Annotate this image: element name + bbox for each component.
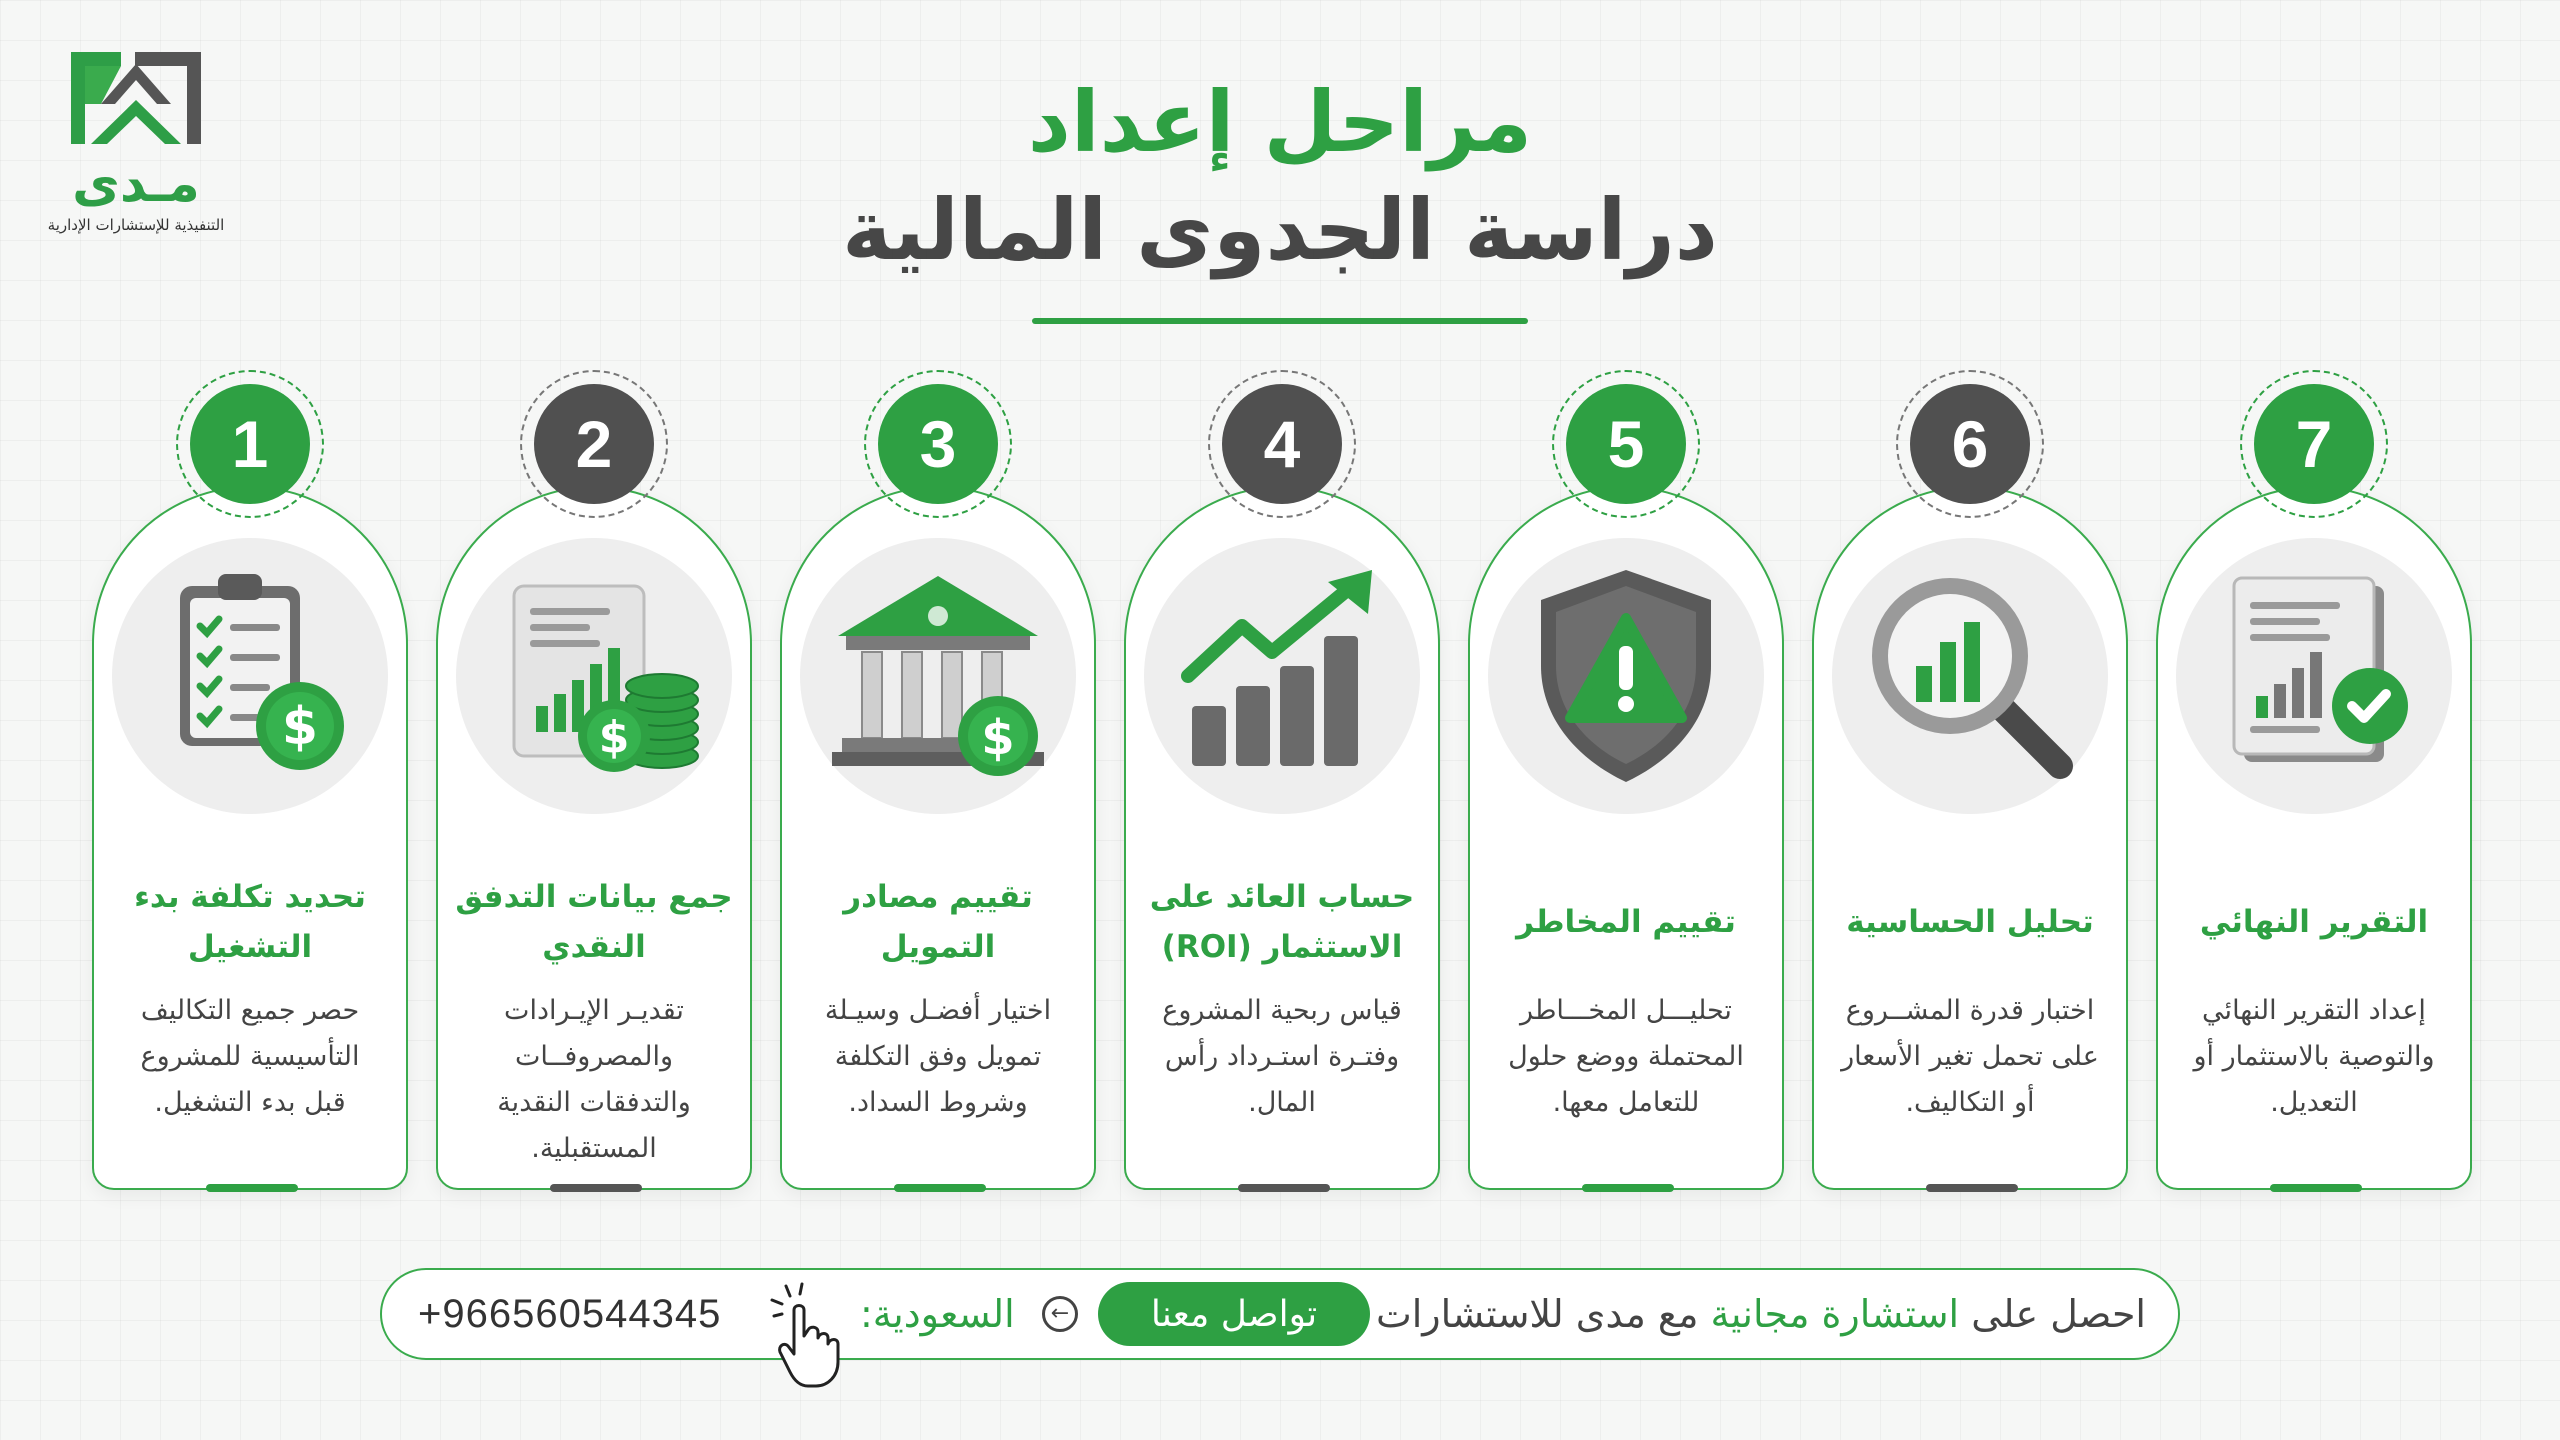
step-7-accent-bar [2270, 1184, 2362, 1192]
step-2-number: 2 [534, 384, 654, 504]
step-card-5 [1468, 486, 1784, 1190]
step-3-description: اختيار أفضـل وسيـلة تمويل وفق التكلفة وشروط السداد. [824, 995, 1052, 1118]
cta-country-label: السعودية: [860, 1292, 1015, 1336]
report-coins-icon [474, 556, 714, 796]
cta-banner [380, 1268, 2180, 1360]
brand-name: مـدى [72, 154, 200, 214]
contact-us-button[interactable]: تواصل معنا [1098, 1282, 1370, 1346]
bank-dollar-icon [818, 556, 1058, 796]
step-1-icon-bg [112, 538, 388, 814]
step-card-3 [780, 486, 1096, 1190]
step-3-icon-bg [800, 538, 1076, 814]
step-4-accent-bar [1238, 1184, 1330, 1192]
step-6-accent-bar [1926, 1184, 2018, 1192]
step-1-title: تحديد تكلفة بدء التشغيل [134, 879, 366, 965]
arrow-left-icon: ← [1042, 1296, 1078, 1332]
page-title-line2: دراسة الجدوى المالية [842, 181, 1718, 279]
step-5-description: تحليـــل المخـــاطر المحتملة ووضع حلول للتعامل معها. [1508, 995, 1744, 1118]
step-2-accent-bar [550, 1184, 642, 1192]
step-2-number-badge [520, 370, 668, 518]
step-6-title: تحليل الحساسية [1846, 904, 2094, 940]
step-4-description: قياس ربحية المشروع وفتـرة استـرداد رأس المال. [1162, 995, 1402, 1118]
step-4-number-badge [1208, 370, 1356, 518]
step-1-number: 1 [190, 384, 310, 504]
clipboard-dollar-icon [130, 556, 370, 796]
report-check-icon [2194, 556, 2434, 796]
step-3-number-badge [864, 370, 1012, 518]
step-4-title: حساب العائد على الاستثمار (ROI) [1149, 879, 1415, 965]
step-5-number: 5 [1566, 384, 1686, 504]
step-5-number-badge [1552, 370, 1700, 518]
step-card-1 [92, 486, 408, 1190]
cta-text-mid: استشارة مجانية [1710, 1292, 1960, 1336]
step-1-accent-bar [206, 1184, 298, 1192]
step-7-title: التقرير النهائي [2199, 904, 2429, 940]
brand-logo [36, 44, 236, 244]
step-4-number: 4 [1222, 384, 1342, 504]
step-3-number: 3 [878, 384, 998, 504]
step-7-description: إعداد التقرير النهائي والتوصية بالاستثمار أو التعديل. [2193, 995, 2435, 1118]
growth-chart-icon [1162, 556, 1402, 796]
step-6-description: اختبار قدرة المشــروع على تحمل تغير الأسعار أو التكاليف. [1841, 995, 2099, 1118]
step-6-number: 6 [1910, 384, 2030, 504]
step-card-2 [436, 486, 752, 1190]
pointer-hand-icon [766, 1280, 846, 1390]
step-2-title: جمع بيانات التدفق النقدي [455, 879, 733, 965]
step-7-number: 7 [2254, 384, 2374, 504]
step-3-accent-bar [894, 1184, 986, 1192]
svg-text:$: $ [981, 710, 1015, 766]
svg-text:$: $ [598, 712, 630, 763]
step-3-title: تقييم مصادر التمويل [843, 879, 1033, 965]
phone-number[interactable]: +966560544345 [418, 1291, 722, 1336]
step-6-icon-bg [1832, 538, 2108, 814]
step-5-accent-bar [1582, 1184, 1674, 1192]
step-1-number-badge [176, 370, 324, 518]
title-divider [1032, 318, 1528, 324]
step-2-description: تقديـر الإيـرادات والمصروفــات والتدفقات النقدية المستقبلية. [497, 995, 691, 1164]
madaa-logo-icon [61, 44, 211, 164]
shield-warning-icon [1506, 556, 1746, 796]
brand-tagline: التنفيذية للإستشارات الإدارية [47, 216, 225, 234]
magnifier-chart-icon [1850, 556, 2090, 796]
cta-text-start: احصل على [1971, 1292, 2146, 1336]
step-card-7 [2156, 486, 2472, 1190]
step-1-description: حصر جميع التكاليف التأسيسية للمشروع قبل بدء التشغيل. [140, 995, 360, 1118]
page-title-line1: مراحل إعداد [1027, 73, 1533, 171]
svg-text:$: $ [281, 697, 319, 757]
step-5-title: تقييم المخاطر [1516, 904, 1736, 940]
step-4-icon-bg [1144, 538, 1420, 814]
step-2-icon-bg [456, 538, 732, 814]
step-card-6 [1812, 486, 2128, 1190]
step-5-icon-bg [1488, 538, 1764, 814]
step-7-number-badge [2240, 370, 2388, 518]
step-card-4 [1124, 486, 1440, 1190]
cta-text-end: مع مدى للاستشارات [1375, 1292, 1699, 1336]
step-6-number-badge [1896, 370, 2044, 518]
cta-text [1376, 1270, 2146, 1358]
step-7-icon-bg [2176, 538, 2452, 814]
